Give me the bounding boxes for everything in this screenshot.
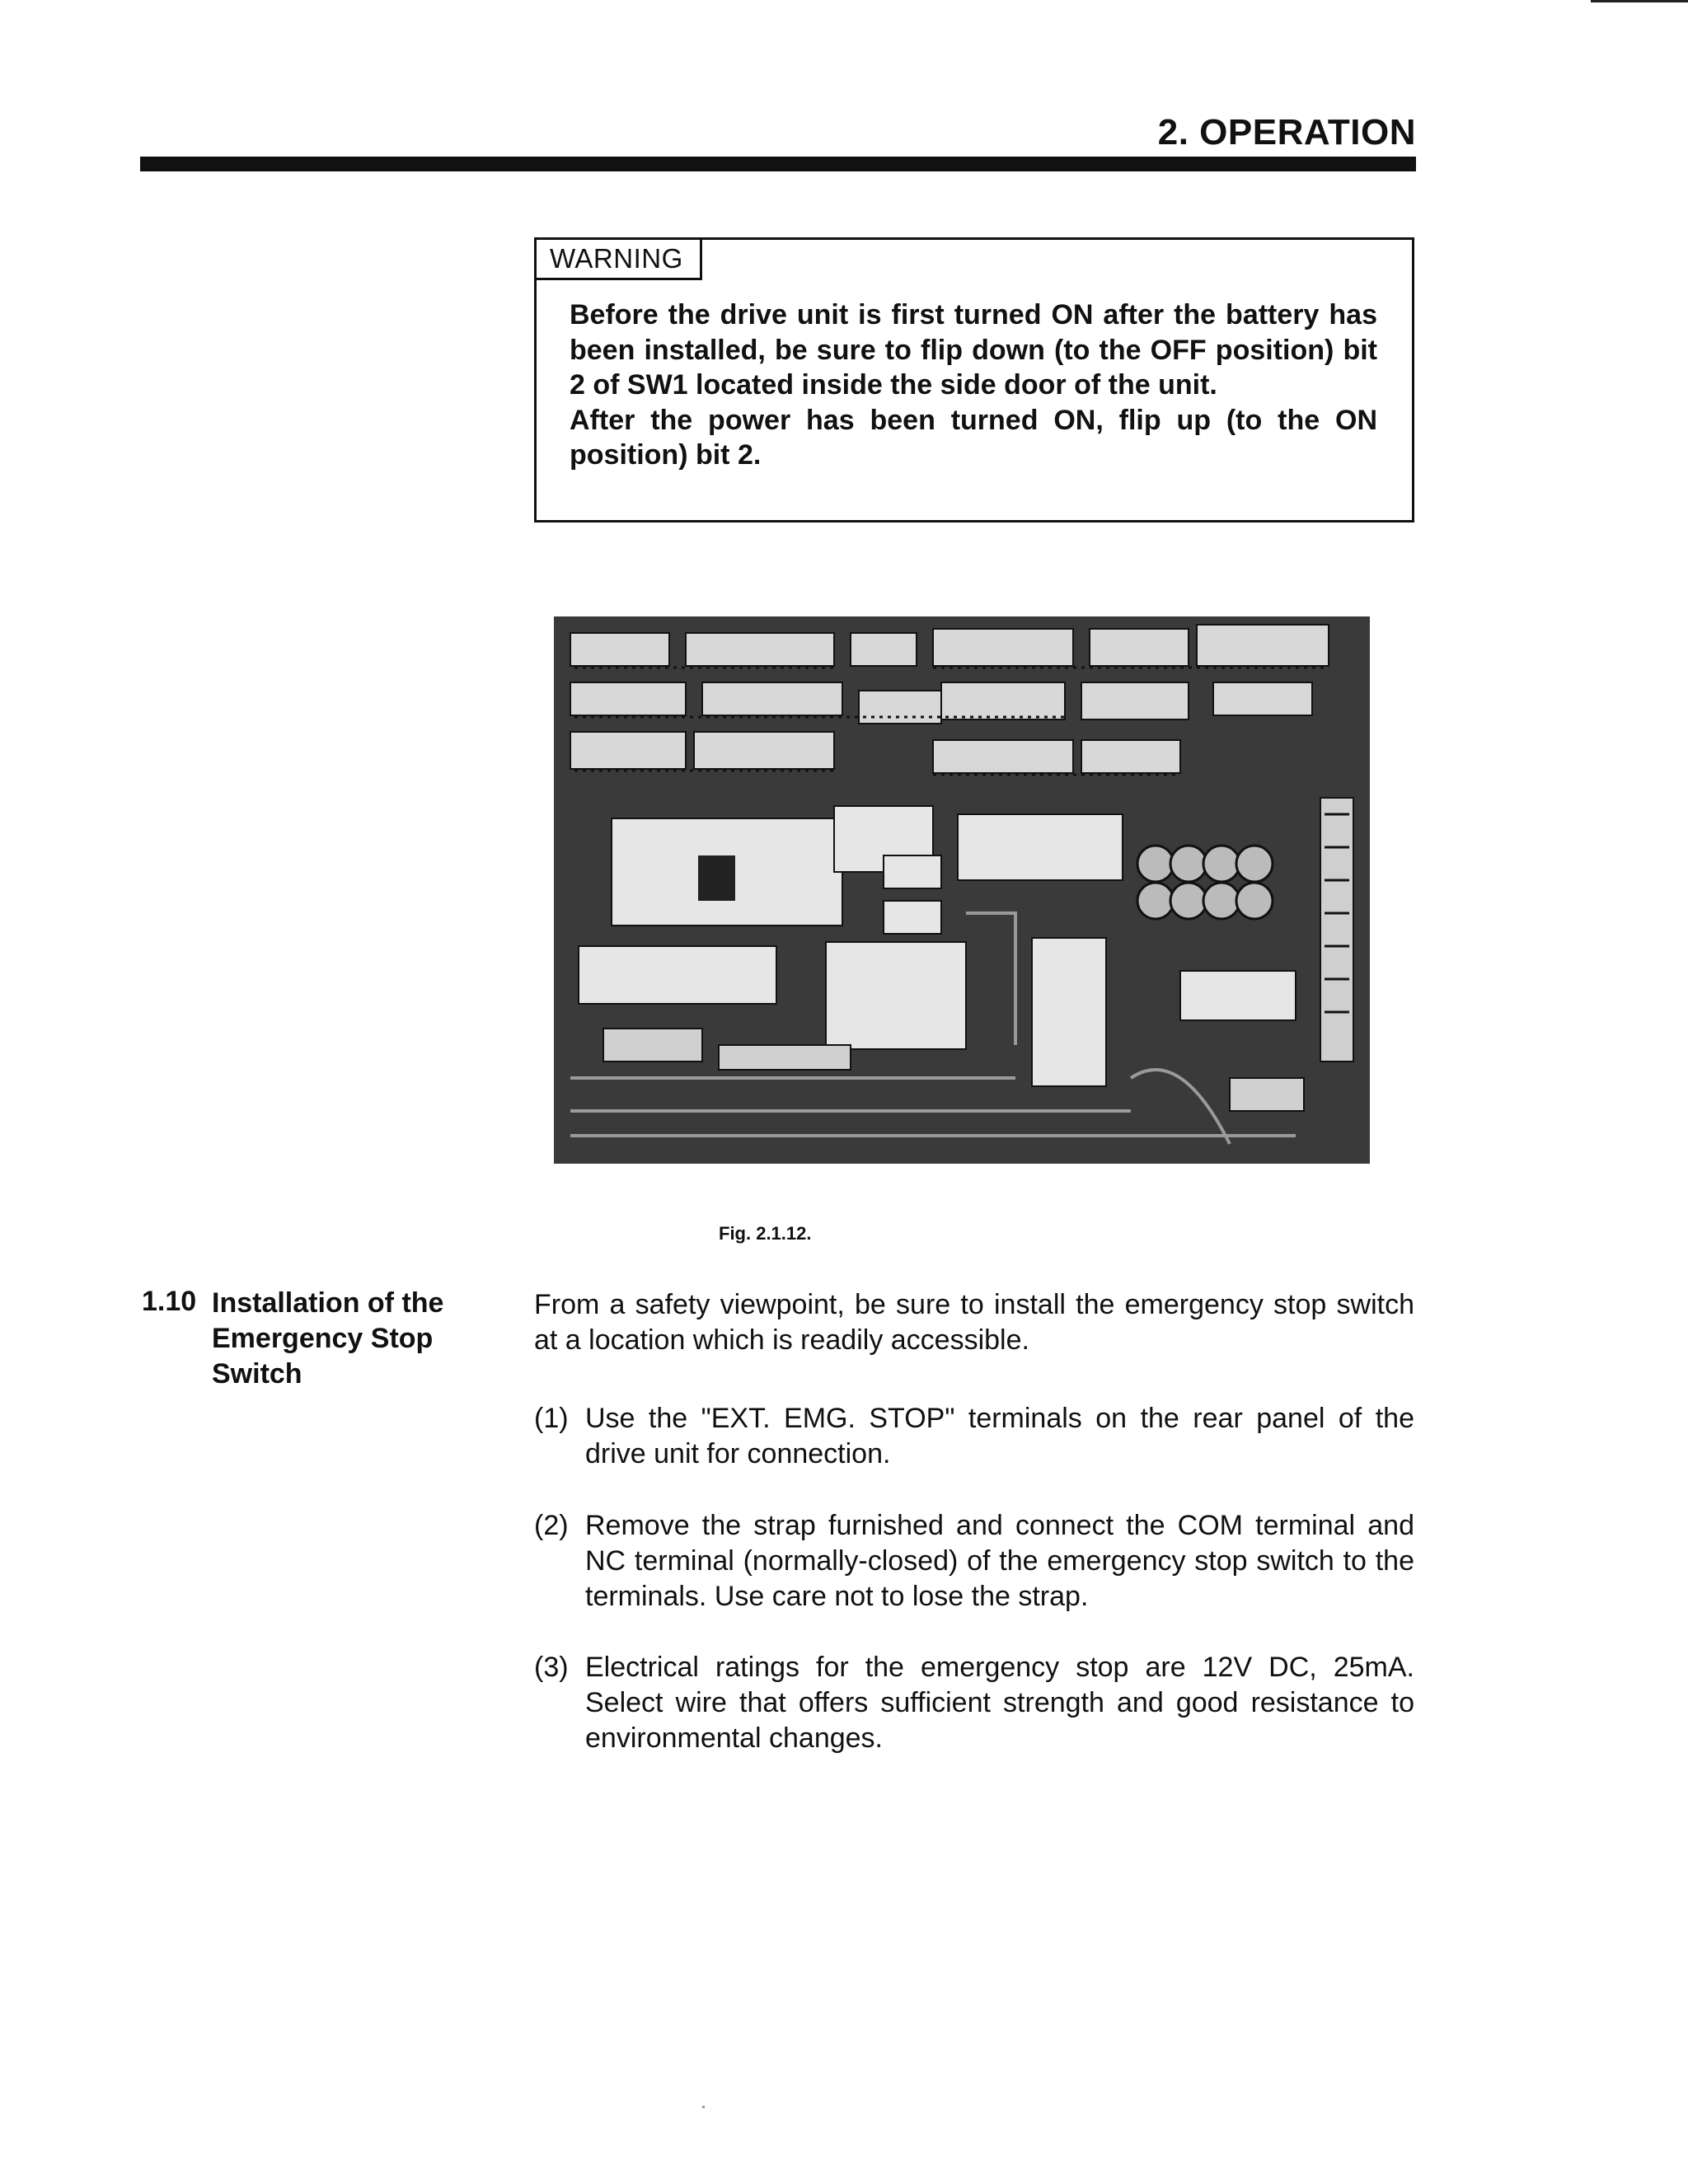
list-item-number: (1) (534, 1403, 569, 1434)
warning-label: WARNING (534, 237, 702, 280)
section-number: 1.10 (142, 1286, 197, 1317)
warning-paragraph-1: Before the drive unit is first turned ON after the battery has been installed, be sure to flip down (to the OFF position) bit 2 of SW1 located inside the side door of the unit. (570, 299, 1377, 401)
list-item-number: (2) (534, 1510, 569, 1541)
header-rule (140, 157, 1416, 171)
circuit-board-image (554, 616, 1370, 1164)
corner-rule (1591, 0, 1688, 2)
list-item-number: (3) (534, 1652, 569, 1683)
warning-text (570, 298, 1377, 473)
warning-box (534, 237, 1414, 523)
section-intro: From a safety viewpoint, be sure to install the emergency stop switch at a location which is readily accessible. (534, 1289, 1414, 1356)
list-item-text: Electrical ratings for the emergency stop are 12V DC, 25mA. Select wire that offers sufficient strength and good resistance to environmental changes. (585, 1652, 1414, 1754)
circuit-board-photo (554, 616, 1370, 1164)
figure-caption: Fig. 2.1.12. (719, 1223, 812, 1244)
warning-paragraph-2: After the power has been turned ON, flip up (to the ON position) bit 2. (570, 404, 1377, 471)
page-speck (702, 2106, 705, 2108)
list-item-text: Remove the strap furnished and connect the COM terminal and NC terminal (normally-closed) of the emergency stop switch to the terminals. Use care not to lose the strap. (585, 1510, 1414, 1612)
section-title-heading: Installation of the Emergency Stop Switch (212, 1287, 444, 1390)
section-title: 2. OPERATION (1157, 112, 1416, 152)
list-item-text: Use the "EXT. EMG. STOP" terminals on the rear panel of the drive unit for connection. (585, 1403, 1414, 1469)
